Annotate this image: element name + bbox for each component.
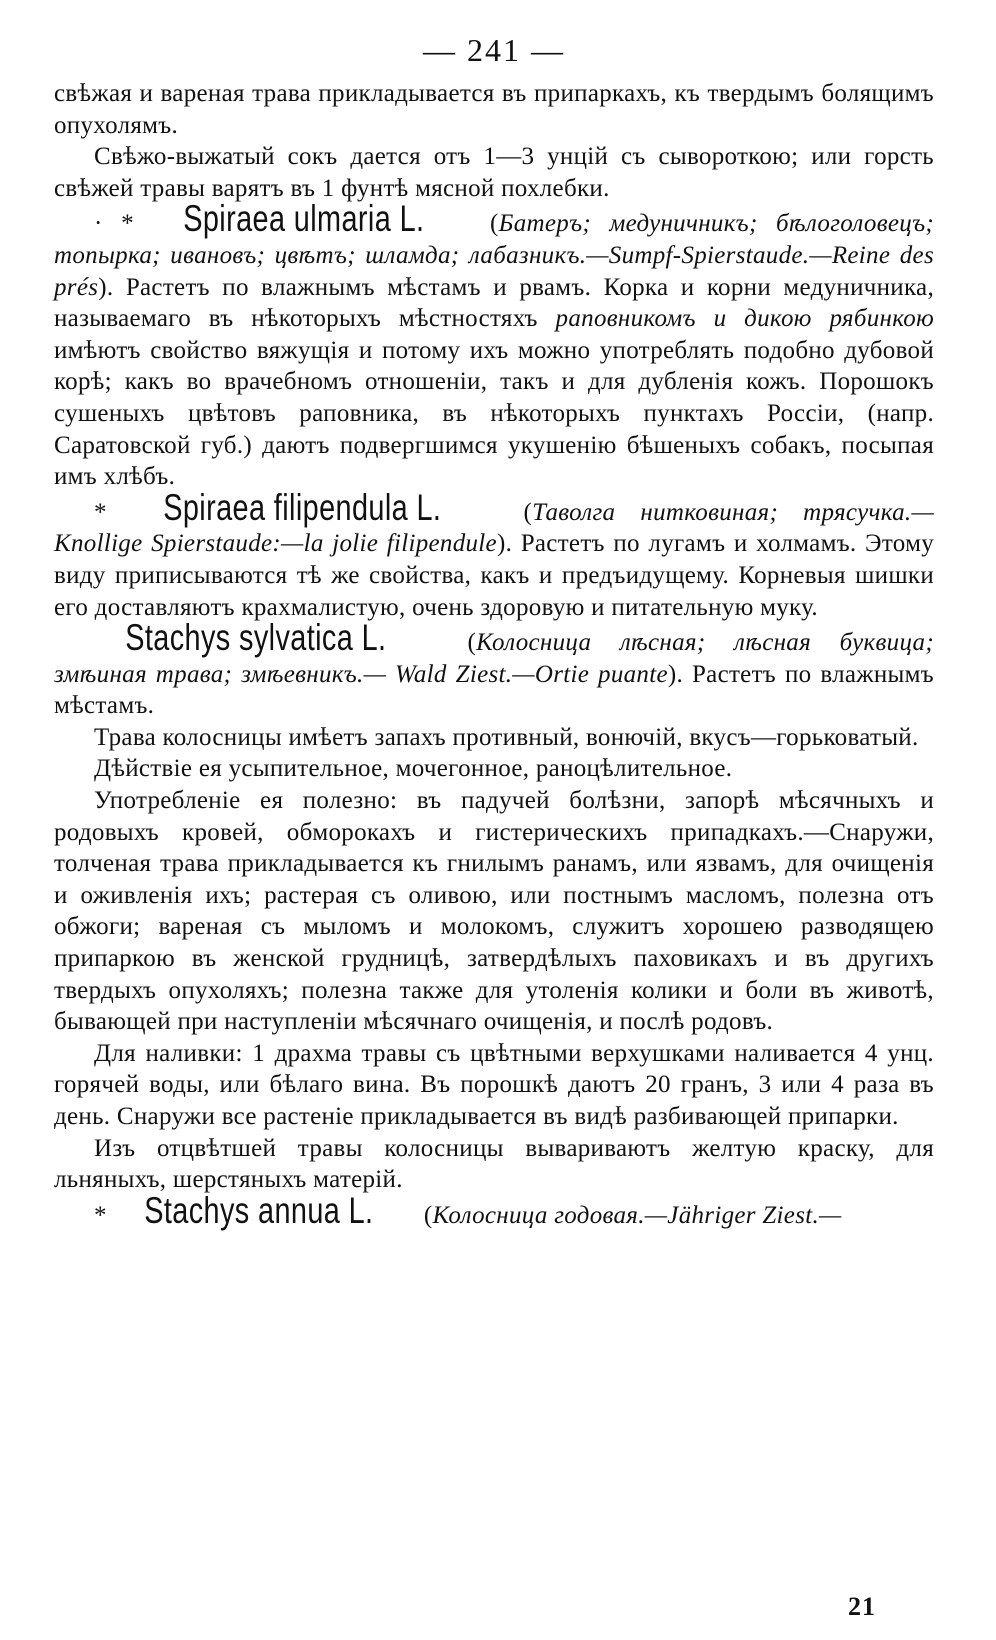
- paragraph: [54, 1038, 934, 1133]
- paragraph-text: Изъ отцвѣтшей травы колосницы вывариваютъ желтую краску, для льняныхъ, шерстяныхъ матерій.: [54, 1134, 934, 1194]
- plant-synonyms: Колосница лѣсная; лѣсная буквица; змѣиная трава; змѣевникъ.— Wald Ziest.—Ortie puante: [54, 629, 934, 688]
- paragraph: [54, 141, 934, 204]
- plant-synonyms: раповникомъ и дикою рябинкою: [555, 305, 934, 333]
- paragraph-text: ). Растетъ по влажнымъ мѣстамъ и рвамъ. Корка и корни медуничника, называемаго въ нѣкоторыхъ мѣстностяхъ: [54, 273, 934, 333]
- plant-latin-name: Stachys sylvatica L.: [125, 617, 387, 659]
- paragraph: [54, 486, 934, 623]
- plant-latin-name: Stachys annua L.: [144, 1189, 374, 1231]
- plant-synonyms: Колосница годовая.—Jähriger Ziest.—: [432, 1201, 842, 1229]
- page-body: [54, 78, 934, 1231]
- paragraph-text: Употребленіе ея полезно: въ падучей болѣзни, запорѣ мѣсячныхъ и родовыхъ кровей, обморокахъ и гистерическихъ припадкахъ.—Снаружи, толченая трава прикладывается къ гнилымъ ранамъ, или язвамъ, для очищенія и оживленія ихъ; растерая съ оливою, или постнымъ масломъ, полезна отъ обжоги; вареная съ мыломъ и молокомъ, служитъ хорошею разводящею припаркою въ женской грудницѣ, затвердѣлыхъ паховикахъ и въ другихъ твердыхъ опухоляхъ; полезна также для утоленія колики и боли въ животѣ, бывающей при наступленіи мѣсячнаго очищенія, и послѣ родовъ.: [54, 787, 934, 1036]
- signature-mark: 21: [848, 1592, 876, 1621]
- paragraph: [54, 753, 934, 785]
- asterisk-mark: *: [94, 498, 132, 526]
- paragraph-text: (: [471, 210, 499, 238]
- paragraph: [54, 785, 934, 1038]
- paragraph: [54, 1133, 934, 1196]
- paragraph-text: Свѣжо-выжатый сокъ дается отъ 1—3 унцій съ сывороткою; или горсть свѣжей травы варятъ въ 1 фунтѣ мясной похлебки.: [54, 143, 934, 202]
- paragraph-text: Для наливки: 1 драхма травы съ цвѣтными верхушками наливается 4 унц. горячей воды, или бѣлаго вина. Въ порошкѣ даютъ 20 гранъ, 3 или 4 раза въ день. Снаружи все растеніе прикладывается въ видѣ разбивающей припарки.: [54, 1039, 934, 1130]
- paragraph-text: ). Растетъ по влажнымъ мѣстамъ.: [54, 660, 934, 720]
- paragraph-text: имѣютъ свойство вяжущія и потому ихъ можно употреблять подобно дубовой корѣ; какъ во врачебномъ отношеніи, такъ и для дубленія кожъ. Порошокъ сушеныхъ цвѣтовъ раповника, въ нѣкоторыхъ пунктахъ Россіи, (напр. Саратовской губ.) даютъ подвергшимся укушенію бѣшеныхъ собакъ, посыпая имъ хлѣбъ.: [54, 336, 934, 491]
- paragraph-text: (: [417, 1201, 433, 1229]
- paragraph-text: Дѣйствіе ея усыпительное, мочегонное, раноцѣлительное.: [94, 755, 733, 783]
- paragraph-text: (: [438, 629, 477, 657]
- paragraph-text: Трава колосницы имѣетъ запахъ противный, вонючій, вкусъ—горьковатый.: [94, 723, 919, 751]
- paragraph: [54, 617, 934, 722]
- paragraph-text: ). Растетъ по лугамъ и холмамъ. Этому виду приписываются тѣ же свойства, какъ и предъидущему. Корневыя шишки его доставляютъ крахмалистую, очень здоровую и питательную муку.: [54, 530, 934, 621]
- paragraph: [54, 78, 934, 141]
- paragraph: [54, 198, 934, 492]
- paragraph: [54, 722, 934, 754]
- plant-latin-name: Spiraea ulmaria L.: [183, 198, 425, 240]
- plant-synonyms: Батеръ; медуничникъ; бѣлоголовецъ; топырка; ивановъ; цвѣтъ; шламда; лабазникъ.—Sumpf-Spierstaude.—Reine des prés: [54, 210, 934, 301]
- plant-latin-name: Spiraea filipendula L.: [163, 486, 442, 528]
- asterisk-mark: · *: [94, 210, 153, 238]
- paragraph-text: (: [498, 498, 533, 526]
- page-number: — 241 —: [423, 32, 565, 68]
- asterisk-mark: *: [94, 1201, 114, 1229]
- paragraph: [54, 1189, 934, 1232]
- plant-synonyms: Таволга нитковиная; трясучка.—Knollige Spierstaude:—la jolie filipendule: [54, 498, 934, 558]
- paragraph-text: свѣжая и вареная трава прикладывается въ припаркахъ, къ твердымъ болящимъ опухолямъ.: [54, 80, 934, 139]
